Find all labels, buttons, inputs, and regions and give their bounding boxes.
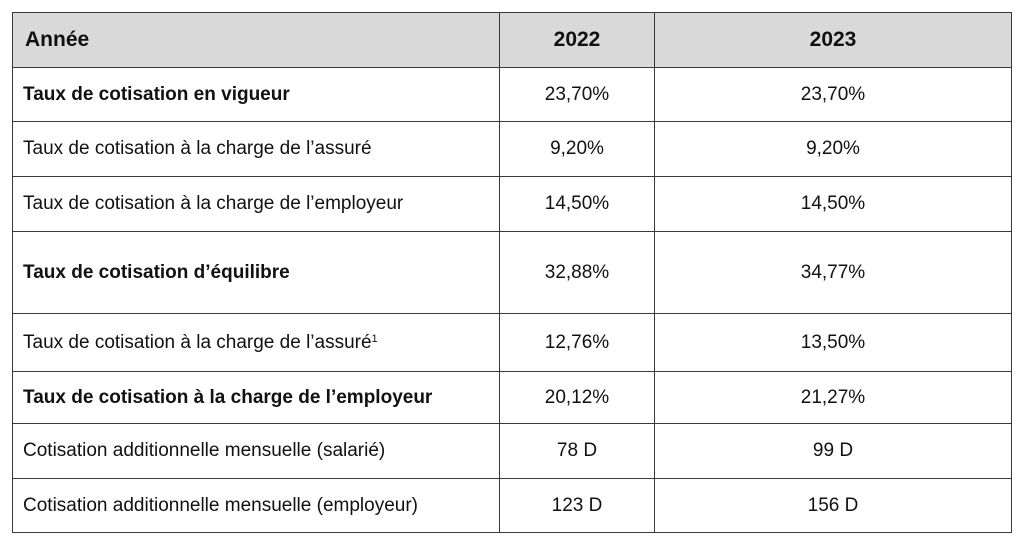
cell-2022: 14,50% <box>500 177 655 232</box>
table-row <box>13 479 1012 533</box>
row-label: Taux de cotisation à la charge de l’employeur <box>13 177 500 232</box>
table-row <box>13 177 1012 232</box>
cell-2022: 9,20% <box>500 122 655 177</box>
column-header-2023: 2023 <box>655 13 1012 68</box>
row-label: Taux de cotisation en vigueur <box>13 68 500 122</box>
cell-2022: 23,70% <box>500 68 655 122</box>
year-header: Année <box>13 13 500 68</box>
cell-2022: 20,12% <box>500 372 655 424</box>
contribution-rates-table <box>12 12 1012 533</box>
cell-2023: 156 D <box>655 479 1012 533</box>
cell-2023: 21,27% <box>655 372 1012 424</box>
row-label: Cotisation additionnelle mensuelle (salarié) <box>13 424 500 479</box>
cell-2023: 13,50% <box>655 314 1012 372</box>
cell-2023: 14,50% <box>655 177 1012 232</box>
footnote-marker: 1 <box>371 332 378 345</box>
header-row <box>13 13 1012 68</box>
row-label: Taux de cotisation d’équilibre <box>13 232 500 314</box>
cell-2023: 9,20% <box>655 122 1012 177</box>
table-row <box>13 424 1012 479</box>
row-label: Taux de cotisation à la charge de l’assuré$^1$ <box>13 314 500 372</box>
column-header-2022: 2022 <box>500 13 655 68</box>
cell-2023: 34,77% <box>655 232 1012 314</box>
row-label: Taux de cotisation à la charge de l’assuré <box>13 122 500 177</box>
table-row <box>13 372 1012 424</box>
cell-2022: 78 D <box>500 424 655 479</box>
cell-2022: 123 D <box>500 479 655 533</box>
table-row <box>13 122 1012 177</box>
table-row <box>13 68 1012 122</box>
cell-2023: 23,70% <box>655 68 1012 122</box>
cell-2022: 32,88% <box>500 232 655 314</box>
table-row <box>13 232 1012 314</box>
cell-2022: 12,76% <box>500 314 655 372</box>
table-row <box>13 314 1012 372</box>
row-label: Taux de cotisation à la charge de l’employeur <box>13 372 500 424</box>
row-label: Cotisation additionnelle mensuelle (employeur) <box>13 479 500 533</box>
cell-2023: 99 D <box>655 424 1012 479</box>
